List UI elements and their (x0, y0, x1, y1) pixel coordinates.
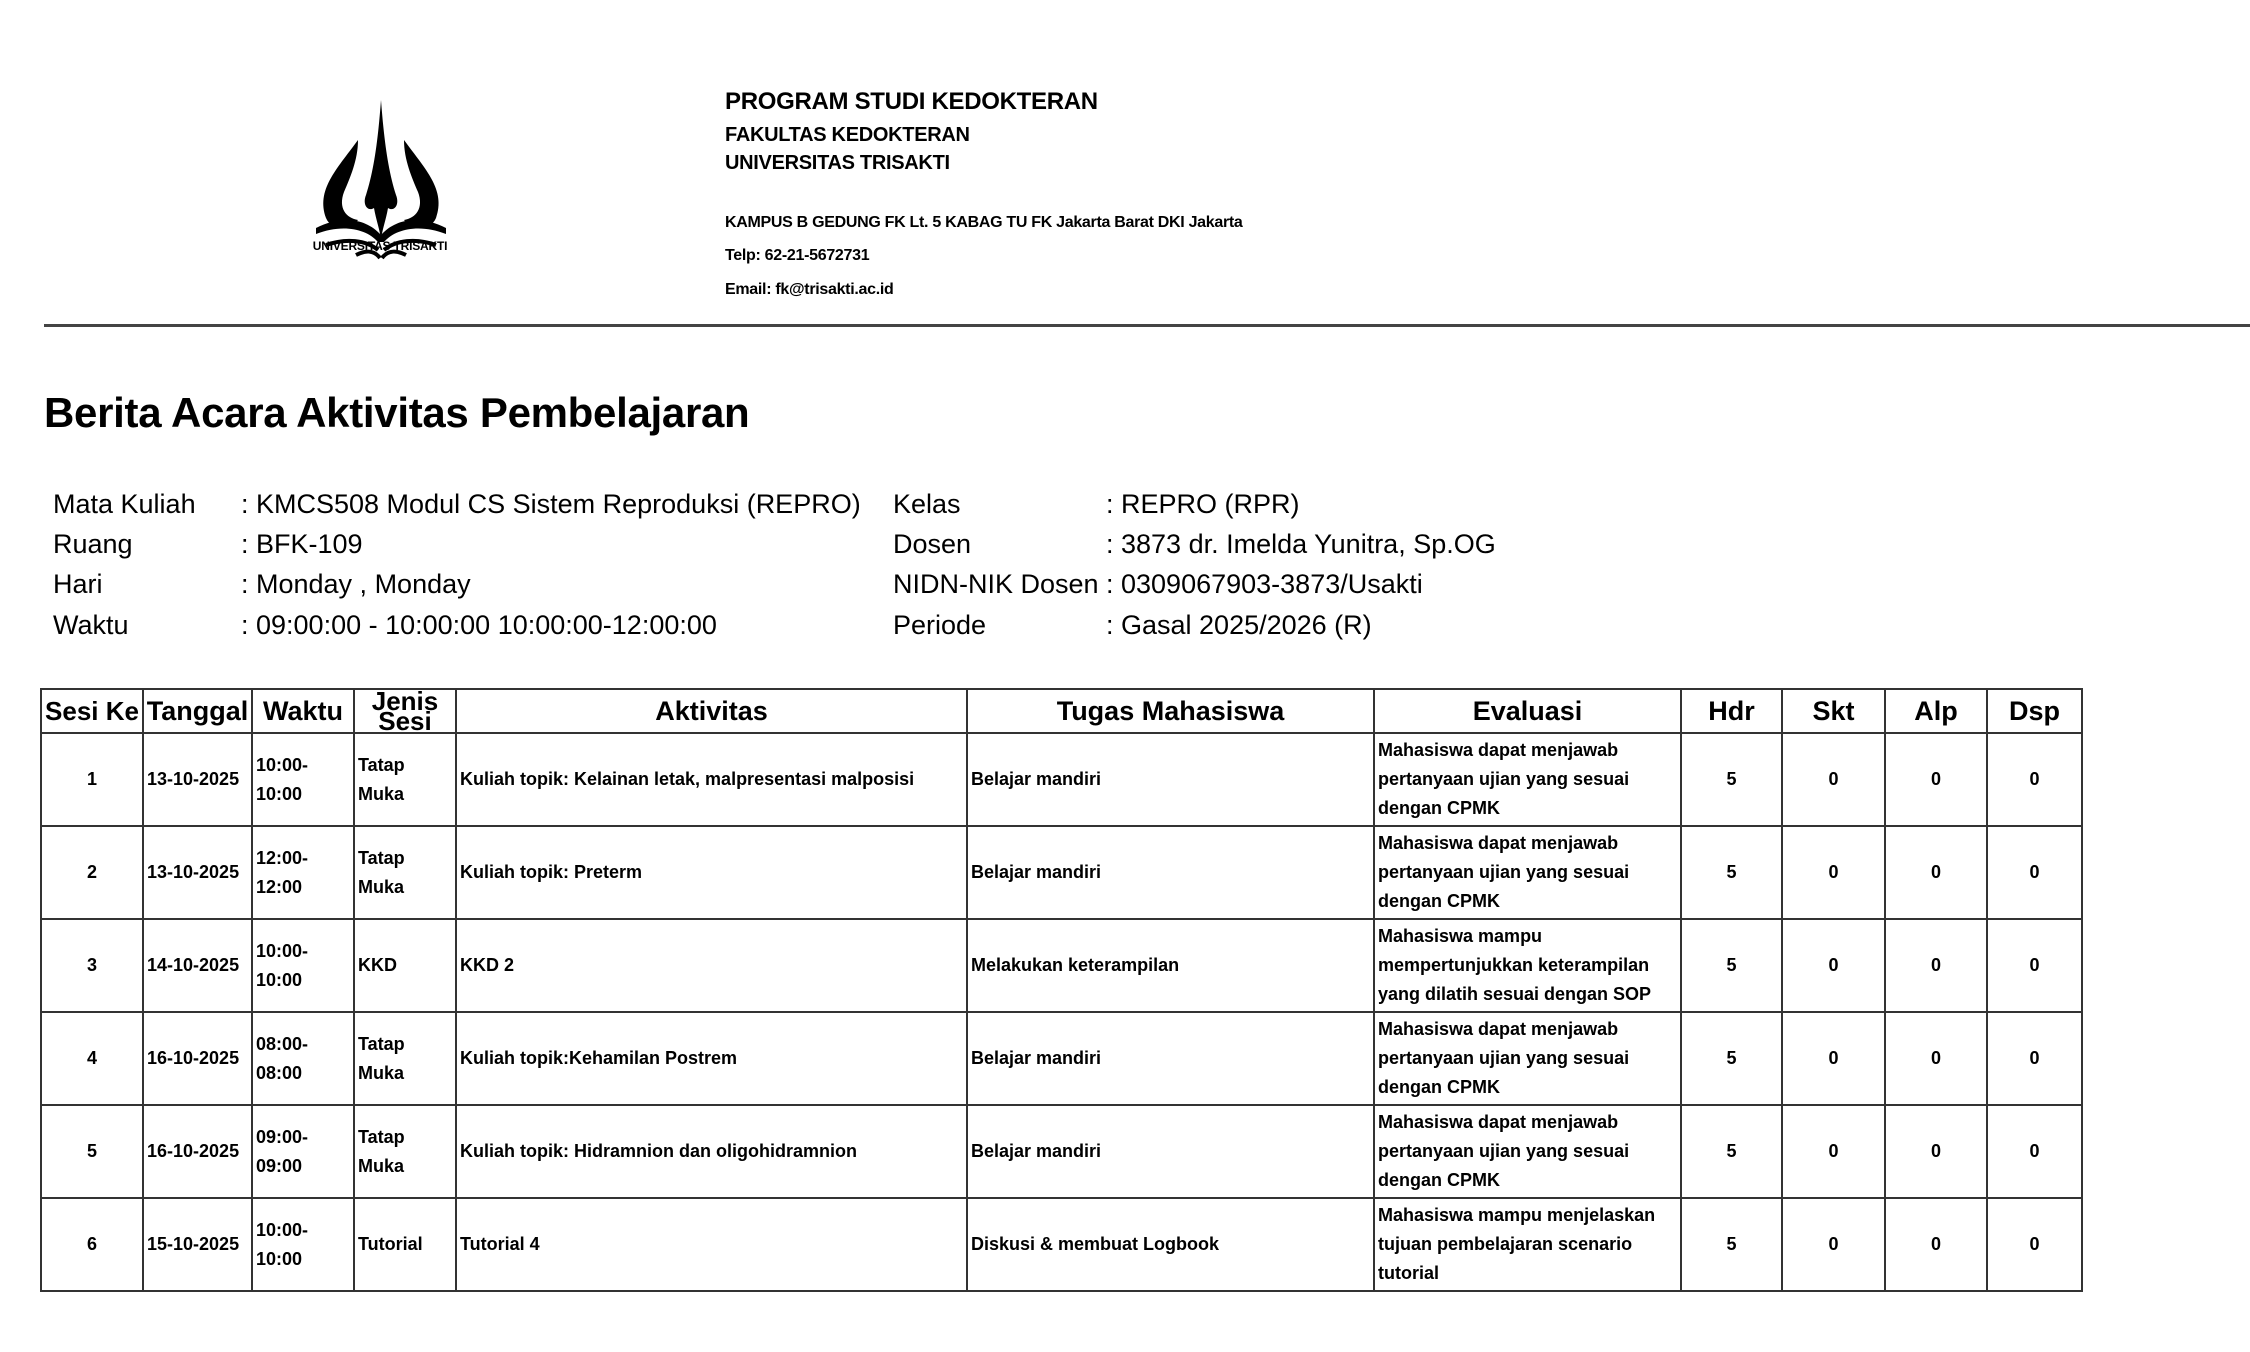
email: Email: fk@trisakti.ac.id (725, 281, 894, 298)
logo-caption: UNIVERSITAS TRISAKTI (312, 239, 448, 253)
info-label: Mata Kuliah (53, 489, 196, 519)
phone: Telp: 62-21-5672731 (725, 247, 870, 264)
cell-skt: 0 (1782, 1012, 1885, 1105)
cell-tanggal: 16-10-2025 (143, 1105, 252, 1198)
info-value: : BFK-109 (241, 529, 363, 559)
cell-tugas: Diskusi & membuat Logbook (967, 1198, 1374, 1291)
cell-aktivitas: KKD 2 (456, 919, 967, 1012)
cell-tanggal: 13-10-2025 (143, 826, 252, 919)
cell-aktivitas: Tutorial 4 (456, 1198, 967, 1291)
cell-sesi: 4 (41, 1012, 143, 1105)
cell-sesi: 2 (41, 826, 143, 919)
cell-evaluasi: Mahasiswa dapat menjawab pertanyaan ujian yang sesuai dengan CPMK (1374, 826, 1681, 919)
cell-dsp: 0 (1987, 1012, 2082, 1105)
col-header-waktu: Waktu (252, 689, 354, 733)
info-label: Ruang (53, 529, 133, 559)
cell-hdr: 5 (1681, 1012, 1782, 1105)
cell-sesi: 1 (41, 733, 143, 826)
table-row (41, 1012, 2082, 1105)
cell-evaluasi: Mahasiswa mampu mempertunjukkan keterampilan yang dilatih sesuai dengan SOP (1374, 919, 1681, 1012)
cell-alp: 0 (1885, 1198, 1987, 1291)
info-value: : Gasal 2025/2026 (R) (1106, 610, 1372, 640)
cell-waktu: 10:00-10:00 (252, 733, 354, 826)
info-label: Kelas (893, 489, 961, 519)
cell-skt: 0 (1782, 733, 1885, 826)
cell-evaluasi: Mahasiswa dapat menjawab pertanyaan ujian yang sesuai dengan CPMK (1374, 733, 1681, 826)
cell-waktu: 09:00-09:00 (252, 1105, 354, 1198)
info-value: : KMCS508 Modul CS Sistem Reproduksi (REPRO) (241, 489, 861, 519)
info-label: Hari (53, 569, 103, 599)
cell-dsp: 0 (1987, 919, 2082, 1012)
cell-jenis: Tatap Muka (354, 1012, 456, 1105)
cell-waktu: 10:00-10:00 (252, 1198, 354, 1291)
col-header-hdr: Hdr (1681, 689, 1782, 733)
info-value: : 3873 dr. Imelda Yunitra, Sp.OG (1106, 529, 1496, 559)
col-header-tanggal: Tanggal (143, 689, 252, 733)
table-row (41, 919, 2082, 1012)
university-logo (296, 100, 466, 260)
col-header-jenis-sesi: Jenis Sesi (354, 689, 456, 733)
table-header-row (41, 689, 2082, 733)
cell-evaluasi: Mahasiswa dapat menjawab pertanyaan ujian yang sesuai dengan CPMK (1374, 1012, 1681, 1105)
cell-skt: 0 (1782, 1105, 1885, 1198)
cell-waktu: 10:00-10:00 (252, 919, 354, 1012)
cell-aktivitas: Kuliah topik: Preterm (456, 826, 967, 919)
cell-alp: 0 (1885, 919, 1987, 1012)
cell-hdr: 5 (1681, 1198, 1782, 1291)
table-row (41, 733, 2082, 826)
cell-hdr: 5 (1681, 919, 1782, 1012)
cell-jenis: Tutorial (354, 1198, 456, 1291)
cell-tanggal: 16-10-2025 (143, 1012, 252, 1105)
cell-sesi: 5 (41, 1105, 143, 1198)
faculty-name: FAKULTAS KEDOKTERAN (725, 124, 970, 146)
cell-skt: 0 (1782, 919, 1885, 1012)
table-row (41, 1198, 2082, 1291)
cell-dsp: 0 (1987, 1198, 2082, 1291)
cell-skt: 0 (1782, 1198, 1885, 1291)
cell-aktivitas: Kuliah topik: Hidramnion dan oligohidramnion (456, 1105, 967, 1198)
cell-evaluasi: Mahasiswa mampu menjelaskan tujuan pembelajaran scenario tutorial (1374, 1198, 1681, 1291)
info-value: : REPRO (RPR) (1106, 489, 1300, 519)
cell-tugas: Belajar mandiri (967, 1012, 1374, 1105)
program-name: PROGRAM STUDI KEDOKTERAN (725, 88, 1098, 115)
cell-alp: 0 (1885, 733, 1987, 826)
col-header-aktivitas: Aktivitas (456, 689, 967, 733)
cell-jenis: KKD (354, 919, 456, 1012)
table-body (41, 733, 2082, 1291)
cell-dsp: 0 (1987, 733, 2082, 826)
col-header-skt: Skt (1782, 689, 1885, 733)
cell-alp: 0 (1885, 1012, 1987, 1105)
cell-tanggal: 15-10-2025 (143, 1198, 252, 1291)
cell-tugas: Melakukan keterampilan (967, 919, 1374, 1012)
cell-sesi: 6 (41, 1198, 143, 1291)
col-header-evaluasi: Evaluasi (1374, 689, 1681, 733)
cell-alp: 0 (1885, 826, 1987, 919)
cell-evaluasi: Mahasiswa dapat menjawab pertanyaan ujian yang sesuai dengan CPMK (1374, 1105, 1681, 1198)
cell-jenis: Tatap Muka (354, 733, 456, 826)
cell-dsp: 0 (1987, 826, 2082, 919)
cell-aktivitas: Kuliah topik:Kehamilan Postrem (456, 1012, 967, 1105)
cell-tanggal: 13-10-2025 (143, 733, 252, 826)
cell-tugas: Belajar mandiri (967, 733, 1374, 826)
header-divider (44, 324, 2250, 327)
cell-jenis: Tatap Muka (354, 826, 456, 919)
activity-table (40, 688, 2083, 1292)
col-header-sesi: Sesi Ke (41, 689, 143, 733)
cell-waktu: 12:00-12:00 (252, 826, 354, 919)
cell-hdr: 5 (1681, 1105, 1782, 1198)
cell-tanggal: 14-10-2025 (143, 919, 252, 1012)
info-value: : Monday , Monday (241, 569, 471, 599)
university-name: UNIVERSITAS TRISAKTI (725, 152, 950, 174)
cell-hdr: 5 (1681, 733, 1782, 826)
cell-alp: 0 (1885, 1105, 1987, 1198)
info-value: : 0309067903-3873/Usakti (1106, 569, 1423, 599)
info-value: : 09:00:00 - 10:00:00 10:00:00-12:00:00 (241, 610, 717, 640)
info-label: Waktu (53, 610, 129, 640)
cell-jenis: Tatap Muka (354, 1105, 456, 1198)
info-label: NIDN-NIK Dosen (893, 569, 1099, 599)
cell-tugas: Belajar mandiri (967, 826, 1374, 919)
col-header-tugas: Tugas Mahasiswa (967, 689, 1374, 733)
info-label: Periode (893, 610, 987, 640)
address: KAMPUS B GEDUNG FK Lt. 5 KABAG TU FK Jakarta Barat DKI Jakarta (725, 214, 1243, 231)
cell-dsp: 0 (1987, 1105, 2082, 1198)
table-row (41, 1105, 2082, 1198)
col-header-dsp: Dsp (1987, 689, 2082, 733)
info-label: Dosen (893, 529, 972, 559)
cell-skt: 0 (1782, 826, 1885, 919)
cell-waktu: 08:00-08:00 (252, 1012, 354, 1105)
page-title: Berita Acara Aktivitas Pembelajaran (44, 389, 750, 436)
cell-sesi: 3 (41, 919, 143, 1012)
table-row (41, 826, 2082, 919)
cell-aktivitas: Kuliah topik: Kelainan letak, malpresentasi malposisi (456, 733, 967, 826)
col-header-alp: Alp (1885, 689, 1987, 733)
cell-tugas: Belajar mandiri (967, 1105, 1374, 1198)
cell-hdr: 5 (1681, 826, 1782, 919)
